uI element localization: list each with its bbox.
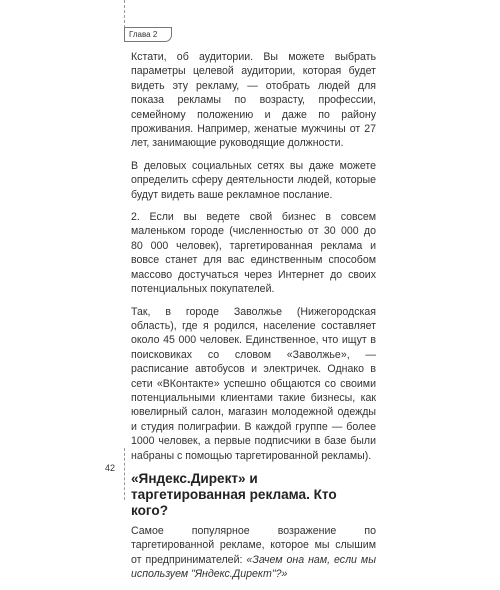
paragraph-audience: Кстати, об аудитории. Вы можете выбрать параметры целевой аудитории, которая будет видеть эту рекламу, — отобрать людей для показа рекламы по возрасту, профессии, семейному положению и даже по району проживания. Например, женатые мужчины от 27 лет, занимающие руководящие должности. <box>131 51 376 150</box>
section-heading: «Яндекс.Директ» и таргетированная реклама. Кто кого? <box>131 470 337 518</box>
paragraph-objection <box>131 524 376 582</box>
paragraph-zavolzhye-example: Так, в городе Заволжье (Нижегородская область), где я родился, население составляет около 45 000 человек. Единственное, что ищут в поисковиках со словом «Заволжье», — расписание автобусов и электричек. Однако в сети «ВКонтакте» успешно общаются со своими потенциальными клиентами такие бизнесы, как ювелирный салон, магазин молодежной одежды и студия полиграфии. В каждой группе — более 1000 человек, а первые подписчики в базе были набраны с помощью таргетированной рекламы). <box>131 305 376 462</box>
chapter-label: Глава 2 <box>129 30 158 39</box>
objection-text: Самое популярное возражение по таргетированной рекламе, которое мы слышим от предпринимателей: <box>131 524 376 566</box>
margin-guide-line-bottom <box>124 448 125 500</box>
margin-guide-line-top <box>124 0 125 28</box>
paragraph-small-town: 2. Если вы ведете свой бизнес в совсем маленьком городе (численностью от 30 000 до 80 000 человек), таргетированная реклама и вовсе станет для вас единственным способом массово достучаться через Интернет до своих потенциальных покупателей. <box>131 211 376 296</box>
page-body <box>131 50 376 590</box>
page-number: 42 <box>105 463 116 473</box>
objection-quote: «Зачем она нам, если мы используем "Яндекс.Директ"?» <box>131 553 376 581</box>
paragraph-business-networks: В деловых социальных сетях вы даже можете определить сферу деятельности людей, которые будут видеть ваше рекламное послание. <box>131 159 376 201</box>
chapter-tab <box>124 27 172 42</box>
